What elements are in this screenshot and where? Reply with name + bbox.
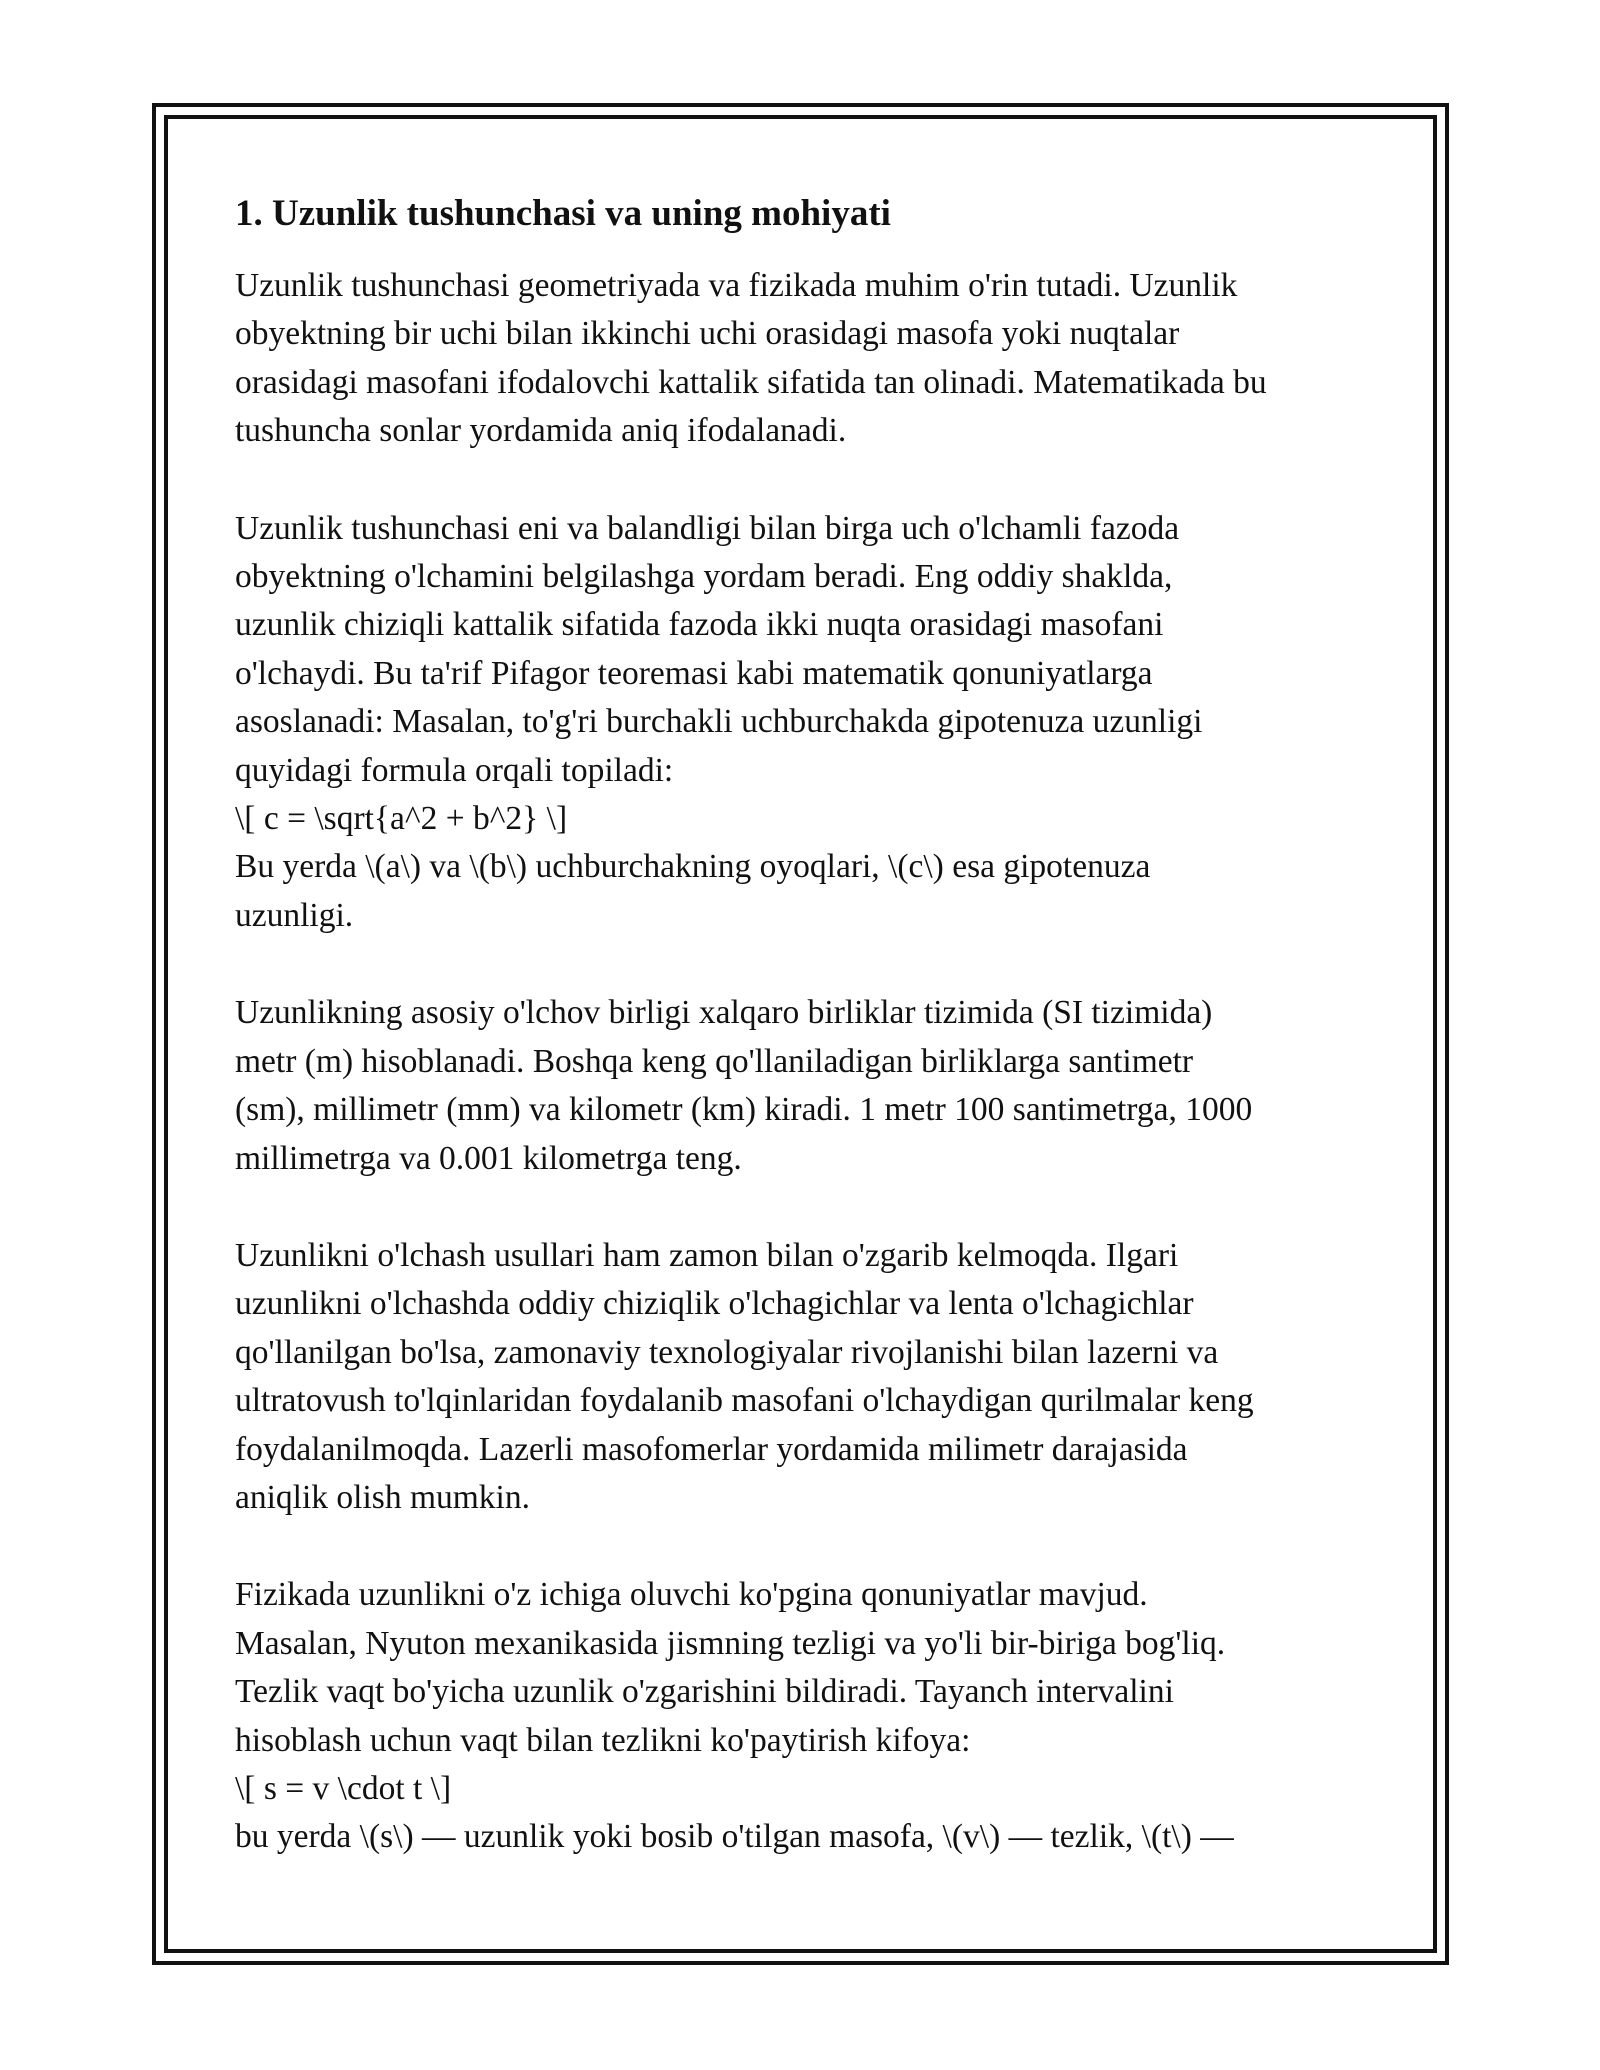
text-line: obyektning bir uchi bilan ikkinchi uchi orasidagi masofa yoki nuqtalar [235,315,1180,353]
text-line: foydalanilmoqda. Lazerli masofomerlar yordamida milimetr darajasida [235,1430,1188,1468]
paragraph-measurement [235,1232,1375,1522]
text-line: (sm), millimetr (mm) va kilometr (km) kiradi. 1 metr 100 santimetrga, 1000 [235,1091,1253,1129]
text-line: metr (m) hisoblanadi. Boshqa keng qo'llaniladigan birliklarga santimetr [235,1042,1194,1080]
text-line: Fizikada uzunlikni o'z ichiga oluvchi ko'pgina qonuniyatlar mavjud. [235,1576,1148,1614]
text-line: aniqlik olish mumkin. [235,1478,530,1516]
text-line: hisoblash uchun vaqt bilan tezlikni ko'paytirish kifoya: [235,1721,971,1759]
text-line: qo'llanilgan bo'lsa, zamonaviy texnologiyalar rivojlanishi bilan lazerni va [235,1333,1219,1371]
text-line: Uzunlik tushunchasi eni va balandligi bilan birga uch o'lchamli fazoda [235,509,1180,547]
text-line: Masalan, Nyuton mexanikasida jismning tezligi va yo'li bir-biriga bog'liq. [235,1624,1226,1662]
text-line: Uzunlik tushunchasi geometriyada va fizikada muhim o'rin tutadi. Uzunlik [235,267,1238,304]
text-line: orasidagi masofani ifodalovchi kattalik sifatida tan olinadi. Matematikada bu [235,363,1267,401]
text-line: millimetrga va 0.001 kilometrga teng. [235,1139,742,1177]
paragraph-units [235,989,1375,1183]
paragraph-pythagoras [235,505,1375,941]
text-line: uzunlikni o'lchashda oddiy chiziqlik o'lchagichlar va lenta o'lchagichlar [235,1285,1194,1323]
paragraph-physics [235,1571,1375,1861]
text-line: bu yerda \(s\) — uzunlik yoki bosib o'tilgan masofa, \(v\) — tezlik, \(t\) — [235,1818,1234,1856]
text-line: asoslanadi: Masalan, to'g'ri burchakli uchburchakda gipotenuza uzunligi [235,703,1203,741]
text-line: o'lchaydi. Bu ta'rif Pifagor teoremasi kabi matematik qonuniyatlarga [235,654,1153,692]
formula-line: \[ s = v \cdot t \] [235,1769,452,1807]
paragraph-definition [235,262,1375,456]
text-line: Uzunlikni o'lchash usullari ham zamon bilan o'zgarib kelmoqda. Ilgari [235,1236,1179,1274]
document-body [235,188,1375,1911]
formula-line: \[ c = \sqrt{a^2 + b^2} \] [235,800,568,838]
text-line: uzunlik chiziqli kattalik sifatida fazoda ikki nuqta orasidagi masofani [235,606,1164,644]
text-line: tushuncha sonlar yordamida aniq ifodalanadi. [235,412,847,450]
text-line: uzunligi. [235,896,354,934]
text-line: Uzunlikning asosiy o'lchov birligi xalqaro birliklar tizimida (SI tizimida) [235,994,1213,1032]
text-line: Tezlik vaqt bo'yicha uzunlik o'zgarishini bildiradi. Tayanch intervalini [235,1673,1174,1711]
text-line: quyidagi formula orqali topiladi: [235,751,674,789]
text-line: ultratovush to'lqinlaridan foydalanib masofani o'lchaydigan qurilmalar keng [235,1382,1254,1420]
text-line: obyektning o'lchamini belgilashga yordam beradi. Eng oddiy shaklda, [235,558,1173,596]
text-line: Bu yerda \(a\) va \(b\) uchburchakning oyoqlari, \(c\) esa gipotenuza [235,848,1151,886]
section-heading: 1. Uzunlik tushunchasi va uning mohiyati [235,193,891,234]
